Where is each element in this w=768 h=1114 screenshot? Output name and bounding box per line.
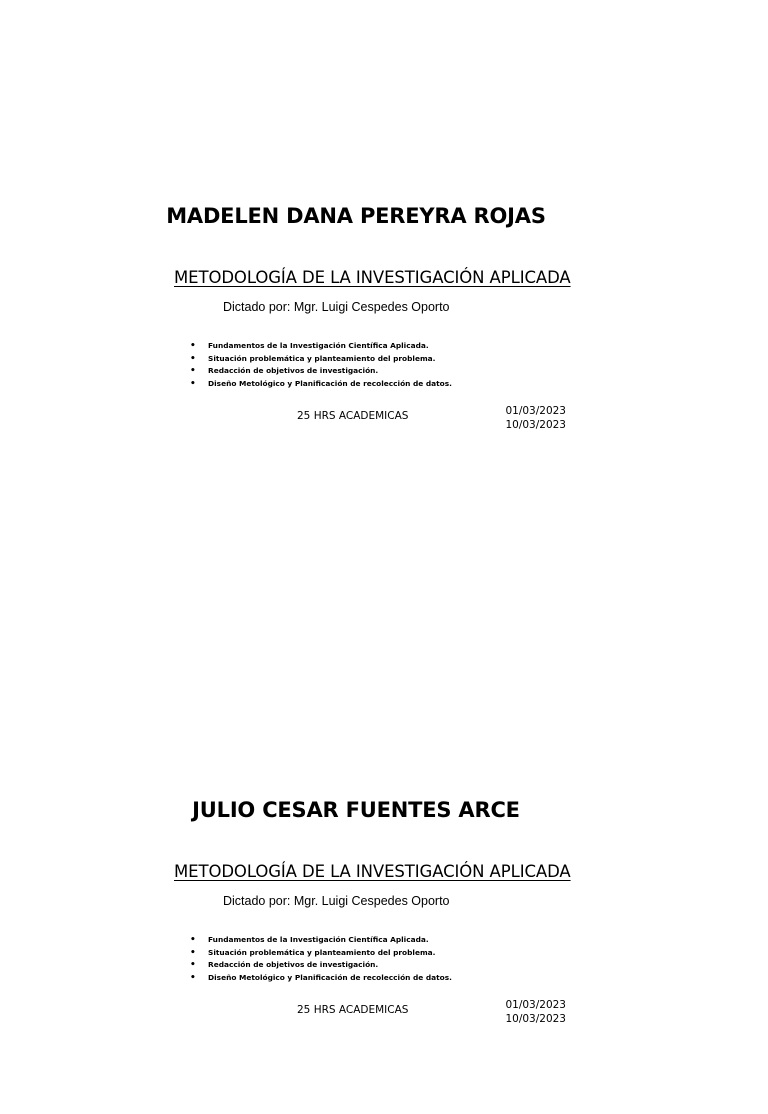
bullet-icon: •	[190, 353, 196, 364]
topic-item: • Situación problemática y planteamiento del problema.	[190, 947, 436, 958]
bullet-icon: •	[190, 972, 196, 983]
start-date: 01/03/2023	[505, 405, 566, 417]
topic-item: • Fundamentos de la Investigación Científica Aplicada.	[190, 341, 429, 351]
bullet-icon: •	[190, 935, 196, 945]
end-date: 10/03/2023	[505, 1013, 566, 1025]
course-dates	[488, 998, 566, 1026]
academic-hours: 25 HRS ACADEMICAS	[297, 410, 409, 422]
participant-name: MADELEN DANA PEREYRA ROJAS	[166, 204, 546, 228]
end-date: 10/03/2023	[505, 419, 566, 431]
course-title: METODOLOGÍA DE LA INVESTIGACIÓN APLICADA	[174, 862, 571, 881]
topic-item: • Diseño Metológico y Planificación de recolección de datos.	[190, 378, 452, 389]
topic-item: • Redacción de objetivos de investigación.	[190, 366, 379, 376]
course-title: METODOLOGÍA DE LA INVESTIGACIÓN APLICADA	[174, 268, 571, 287]
instructor-line: Dictado por: Mgr. Luigi Cespedes Oporto	[223, 300, 450, 314]
topic-item: • Fundamentos de la Investigación Científica Aplicada.	[190, 935, 429, 945]
bullet-icon: •	[190, 960, 196, 970]
topic-list	[190, 340, 452, 390]
bullet-icon: •	[190, 378, 196, 389]
topic-item: • Diseño Metológico y Planificación de recolección de datos.	[190, 972, 452, 983]
certificate-2	[0, 594, 768, 1114]
topic-list	[190, 934, 452, 984]
topic-item: • Situación problemática y planteamiento del problema.	[190, 353, 436, 364]
bullet-icon: •	[190, 366, 196, 376]
course-dates	[488, 404, 566, 432]
academic-hours: 25 HRS ACADEMICAS	[297, 1004, 409, 1016]
start-date: 01/03/2023	[505, 999, 566, 1011]
participant-name: JULIO CESAR FUENTES ARCE	[192, 798, 520, 822]
instructor-line: Dictado por: Mgr. Luigi Cespedes Oporto	[223, 894, 450, 908]
bullet-icon: •	[190, 947, 196, 958]
topic-item: • Redacción de objetivos de investigación.	[190, 960, 379, 970]
bullet-icon: •	[190, 341, 196, 351]
certificate-1	[0, 0, 768, 520]
